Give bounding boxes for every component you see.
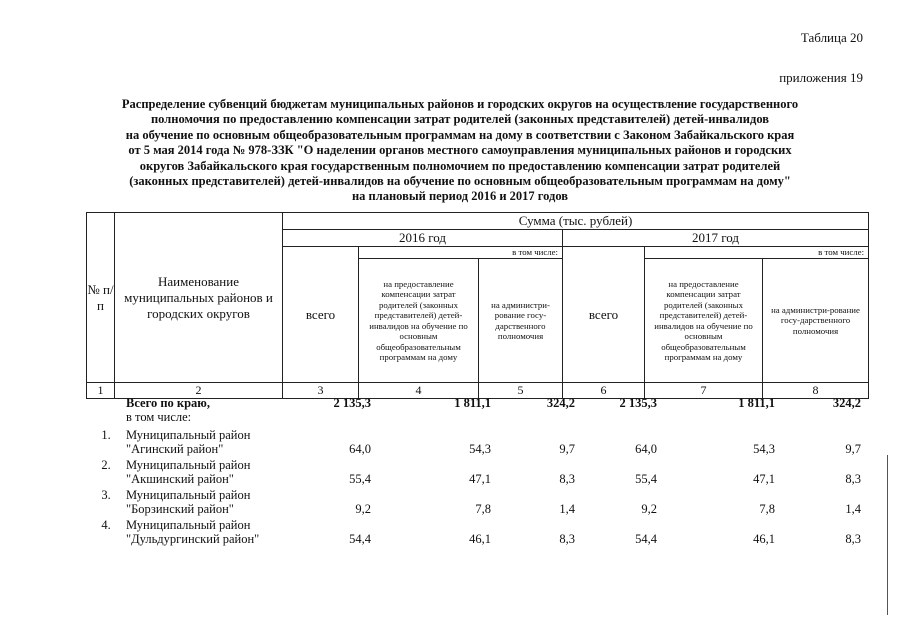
title-line: Распределение субвенций бюджетам муниципальных районов и городских округов на осуществление государственного (121, 97, 799, 111)
row-name: Муниципальный район (126, 488, 251, 502)
cell: 55,4 (635, 472, 657, 486)
row-name: Муниципальный район (126, 458, 251, 472)
colnum: 6 (563, 383, 645, 399)
colnum: 8 (763, 383, 869, 399)
cell: 54,3 (469, 442, 491, 456)
title-line: полномочия по предоставлению компенсации затрат родителей (законных представителей) детей-инвалидов (150, 112, 770, 127)
cell: 2 135,3 (619, 396, 657, 410)
title-line: (законных представителей) детей-инвалидов на обучение по основным общеобразовательным программам на дому" (129, 174, 791, 189)
admin-2016-header: на администри-рование госу-дарственного полномочия (479, 259, 563, 383)
title-line: от 5 мая 2014 года № 978-ЗЗК "О наделении органов местного самоуправления муниципальных районов и городских (128, 143, 792, 158)
cell: 7,8 (475, 502, 491, 516)
title-line: округов Забайкальского края государственным полномочием по предоставлению компенсации затрат родителей (139, 158, 781, 173)
cell: 8,3 (845, 472, 861, 486)
table-number: Таблица 20 (800, 30, 863, 45)
row-number: 1. (101, 428, 111, 442)
cell: 9,2 (641, 502, 657, 516)
row-name: Муниципальный район (126, 518, 251, 532)
cell: 9,2 (355, 502, 371, 516)
colnum: 1 (87, 383, 115, 399)
row-number: 4. (101, 518, 111, 532)
table-row (86, 472, 868, 488)
year-2017-header: 2017 год (563, 230, 869, 247)
cell: 324,2 (546, 396, 575, 410)
total-2017-header: всего (563, 247, 645, 383)
appendix-label: приложения 19 (779, 70, 863, 85)
row-name: "Агинский район" (126, 442, 224, 456)
document-title (60, 97, 860, 205)
row-number: 3. (101, 488, 111, 502)
cell: 324,2 (832, 396, 861, 410)
cell: 46,1 (469, 532, 491, 546)
incl-2016-header: в том числе: (359, 247, 563, 259)
cell: 54,4 (635, 532, 657, 546)
row-name: "Дульдургинский район" (126, 532, 260, 546)
cell: 2 135,3 (333, 396, 371, 410)
table-row (86, 502, 868, 518)
cell: 54,3 (753, 442, 775, 456)
cell: 9,7 (845, 442, 861, 456)
colnum: 4 (359, 383, 479, 399)
total-label: Всего по краю, (126, 396, 210, 410)
subheading-row (86, 410, 868, 426)
cell: 54,4 (349, 532, 371, 546)
scan-edge-line (887, 455, 888, 615)
cell: 9,7 (559, 442, 575, 456)
table-row (86, 532, 868, 548)
colnum: 7 (645, 383, 763, 399)
cell: 1,4 (845, 502, 861, 516)
cell: 55,4 (349, 472, 371, 486)
row-name: Муниципальный район (126, 428, 251, 442)
col-name-header: Наименование муниципальных районов и городских округов (115, 213, 283, 383)
table-row (86, 442, 868, 458)
incl-label: в том числе: (126, 410, 192, 424)
cell: 8,3 (559, 532, 575, 546)
cell: 1,4 (559, 502, 575, 516)
cell: 47,1 (753, 472, 775, 486)
title-line: на обучение по основным общеобразовательным программам на дому в соответствии с Законом Забайкальского края (125, 127, 795, 142)
total-2016-header: всего (283, 247, 359, 383)
table-header (86, 212, 869, 399)
row-name: "Акшинский район" (126, 472, 234, 486)
cell: 8,3 (559, 472, 575, 486)
comp-2017-header: на предоставление компенсации затрат родителей (законных представителей) детей-инвалидов на обучение по основным общеобразовательным программам на дому (645, 259, 763, 383)
cell: 1 811,1 (454, 396, 491, 410)
cell: 46,1 (753, 532, 775, 546)
cell: 7,8 (759, 502, 775, 516)
comp-2016-header: на предоставление компенсации затрат родителей (законных представителей) детей-инвалидов на обучение по основным общеобразовательным программам на дому (359, 259, 479, 383)
title-line: на плановый период 2016 и 2017 годов (351, 189, 569, 204)
admin-2017-header: на администри-рование госу-дарственного полномочия (763, 259, 869, 383)
incl-2017-header: в том числе: (645, 247, 869, 259)
cell: 47,1 (469, 472, 491, 486)
col-sum-header: Сумма (тыс. рублей) (283, 213, 869, 230)
cell: 64,0 (635, 442, 657, 456)
row-number: 2. (101, 458, 111, 472)
year-2016-header: 2016 год (283, 230, 563, 247)
colnum: 2 (115, 383, 283, 399)
colnum: 3 (283, 383, 359, 399)
colnum: 5 (479, 383, 563, 399)
cell: 1 811,1 (738, 396, 775, 410)
cell: 64,0 (349, 442, 371, 456)
row-name: "Борзинский район" (126, 502, 234, 516)
col-no-header: № п/п (87, 213, 115, 383)
cell: 8,3 (845, 532, 861, 546)
